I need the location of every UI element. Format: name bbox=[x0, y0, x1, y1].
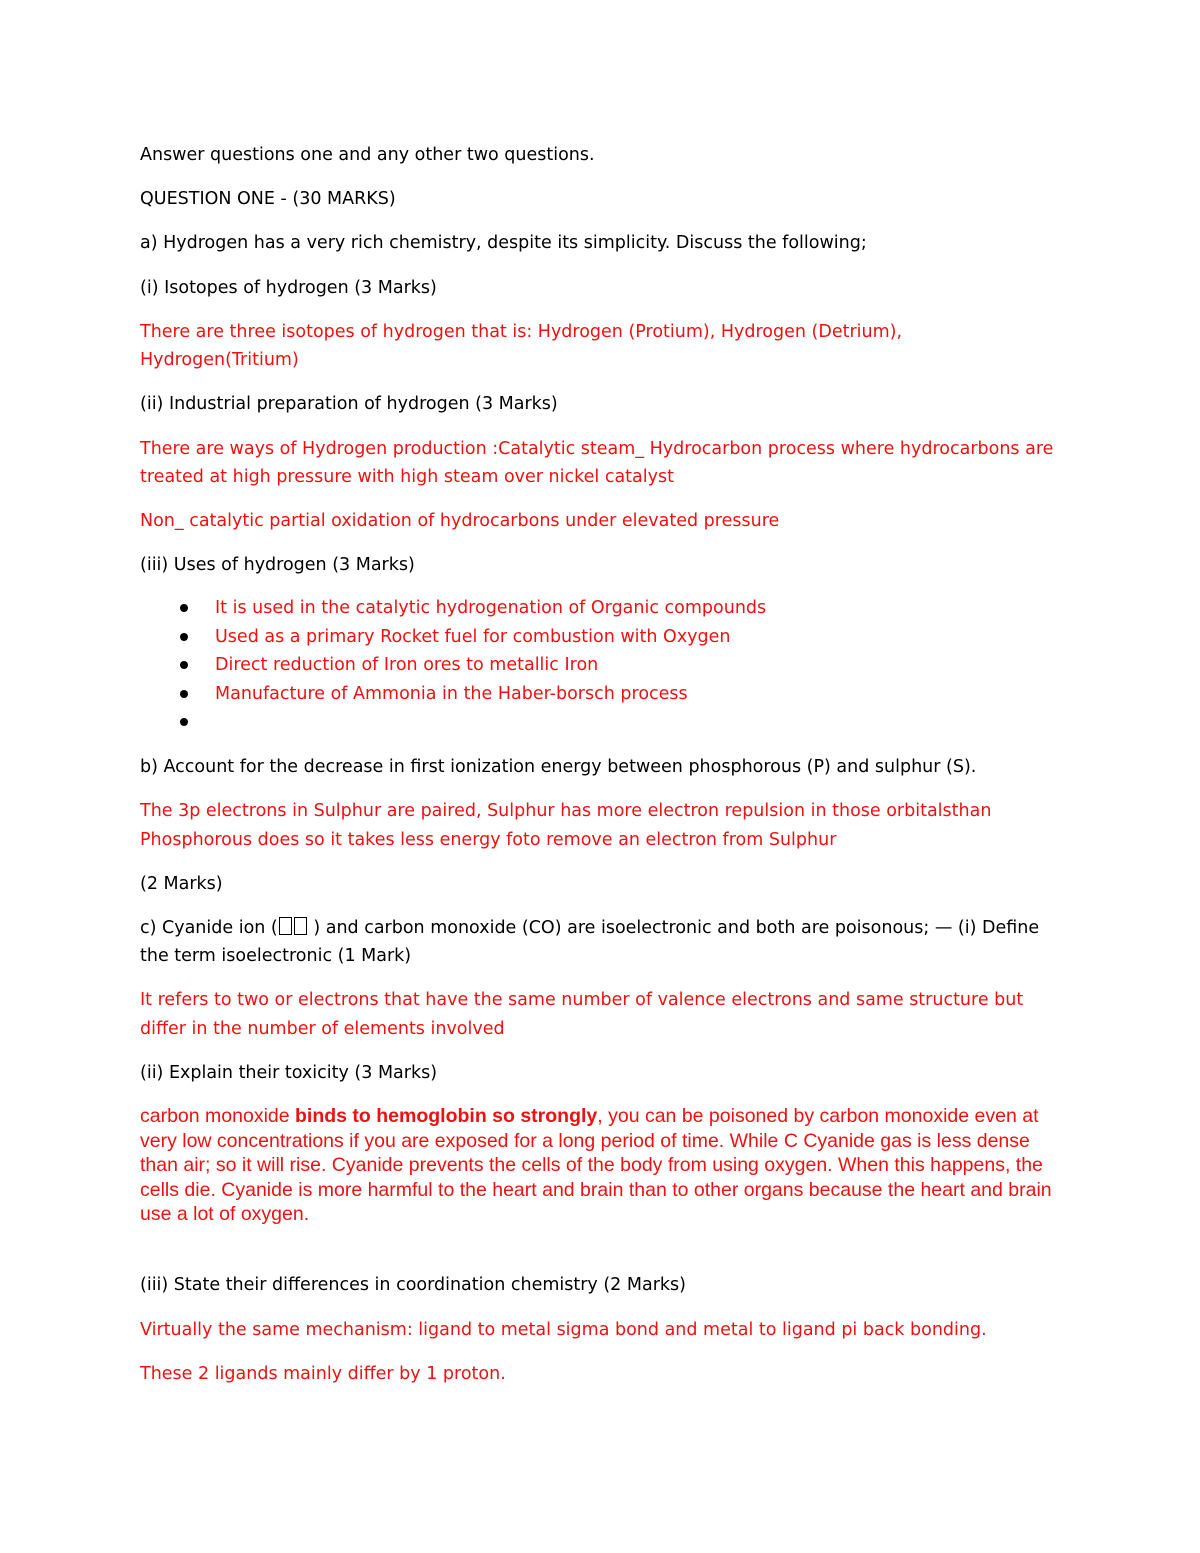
answer-c-ii-start: carbon monoxide bbox=[140, 1105, 296, 1127]
list-item-text: Direct reduction of Iron ores to metallic Iron bbox=[215, 655, 599, 676]
list-item-text: Manufacture of Ammonia in the Haber-borsch process bbox=[215, 683, 688, 704]
list-item-text: Used as a primary Rocket fuel for combustion with Oxygen bbox=[215, 626, 731, 647]
question-a-iii-label: (iii) Uses of hydrogen (3 Marks) bbox=[140, 555, 415, 575]
answer-c-iii-line-1: Virtually the same mechanism: ligand to metal sigma bond and metal to ligand pi back bonding. bbox=[140, 1320, 987, 1340]
answer-c-ii-bold: binds to hemoglobin so strongly bbox=[295, 1105, 598, 1127]
bullet-icon bbox=[180, 718, 188, 726]
answer-a-ii-line-2: treated at high pressure with high steam over nickel catalyst bbox=[140, 467, 674, 487]
answer-c-i-line-1: It refers to two or electrons that have the same number of valence electrons and same structure but bbox=[140, 990, 1024, 1010]
bullet-icon bbox=[180, 604, 188, 612]
question-a-ii-label: (ii) Industrial preparation of hydrogen (3 Marks) bbox=[140, 394, 558, 414]
bullet-icon bbox=[180, 690, 188, 698]
list-item bbox=[140, 651, 1040, 680]
answer-a-ii-line-3: Non_ catalytic partial oxidation of hydrocarbons under elevated pressure bbox=[140, 511, 780, 531]
question-c-prompt-end: ) and carbon monoxide (CO) are isoelectronic and both are poisonous; — (i) Define bbox=[307, 918, 1040, 938]
instructions: Answer questions one and any other two questions. bbox=[140, 145, 595, 165]
bullet-icon bbox=[180, 633, 188, 641]
answer-b-line-1: The 3p electrons in Sulphur are paired, Sulphur has more electron repulsion in those orbitalsthan bbox=[140, 801, 992, 821]
question-c-prompt-start: c) Cyanide ion ( bbox=[140, 918, 278, 938]
question-b-marks: (2 Marks) bbox=[140, 874, 223, 894]
list-item-text: It is used in the catalytic hydrogenation of Organic compounds bbox=[215, 598, 767, 618]
list-item bbox=[140, 594, 1040, 623]
missing-glyph-icon bbox=[294, 917, 307, 935]
answer-a-ii-line-1: There are ways of Hydrogen production :Catalytic steam_ Hydrocarbon process where hydrocarbons are bbox=[140, 439, 1054, 459]
answer-a-i-line-1: There are three isotopes of hydrogen that is: Hydrogen (Protium), Hydrogen (Detrium), bbox=[140, 322, 903, 342]
list-item bbox=[140, 680, 1040, 709]
answer-c-iii-line-2: These 2 ligands mainly differ by 1 proton. bbox=[140, 1364, 506, 1384]
question-a-i-label: (i) Isotopes of hydrogen (3 Marks) bbox=[140, 278, 437, 298]
question-b-prompt: b) Account for the decrease in first ionization energy between phosphorous (P) and sulphur (S). bbox=[140, 757, 977, 777]
uses-of-hydrogen-list bbox=[140, 594, 1040, 737]
question-c-prompt-line-2: the term isoelectronic (1 Mark) bbox=[140, 946, 412, 966]
list-item bbox=[140, 623, 1040, 652]
answer-b-line-2: Phosphorous does so it takes less energy foto remove an electron from Sulphur bbox=[140, 830, 837, 850]
missing-glyph-icon bbox=[279, 917, 292, 935]
question-a-prompt: a) Hydrogen has a very rich chemistry, despite its simplicity. Discuss the following; bbox=[140, 233, 867, 253]
question-c-prompt bbox=[140, 914, 1060, 943]
question-c-ii-label: (ii) Explain their toxicity (3 Marks) bbox=[140, 1063, 438, 1083]
answer-a-i-line-2: Hydrogen(Tritium) bbox=[140, 350, 299, 370]
answer-c-ii-rest: , you can be poisoned by carbon monoxide even at very low concentrations if you are exposed for a long period of time. While C Cyanide gas is less dense than air; so it will rise. Cyanide prevents the cells of the body from using oxygen. When this happens, the cells die. Cyanide is more harmful to the heart and brain than to other organs because the heart and brain use a lot of oxygen. bbox=[140, 1105, 1052, 1225]
list-item bbox=[140, 708, 1040, 737]
answer-c-ii-paragraph bbox=[140, 1104, 1060, 1227]
answer-c-i-line-2: differ in the number of elements involved bbox=[140, 1019, 505, 1039]
question-one-heading: QUESTION ONE - (30 MARKS) bbox=[140, 189, 396, 209]
question-c-iii-label: (iii) State their differences in coordination chemistry (2 Marks) bbox=[140, 1275, 686, 1295]
bullet-icon bbox=[180, 661, 188, 669]
